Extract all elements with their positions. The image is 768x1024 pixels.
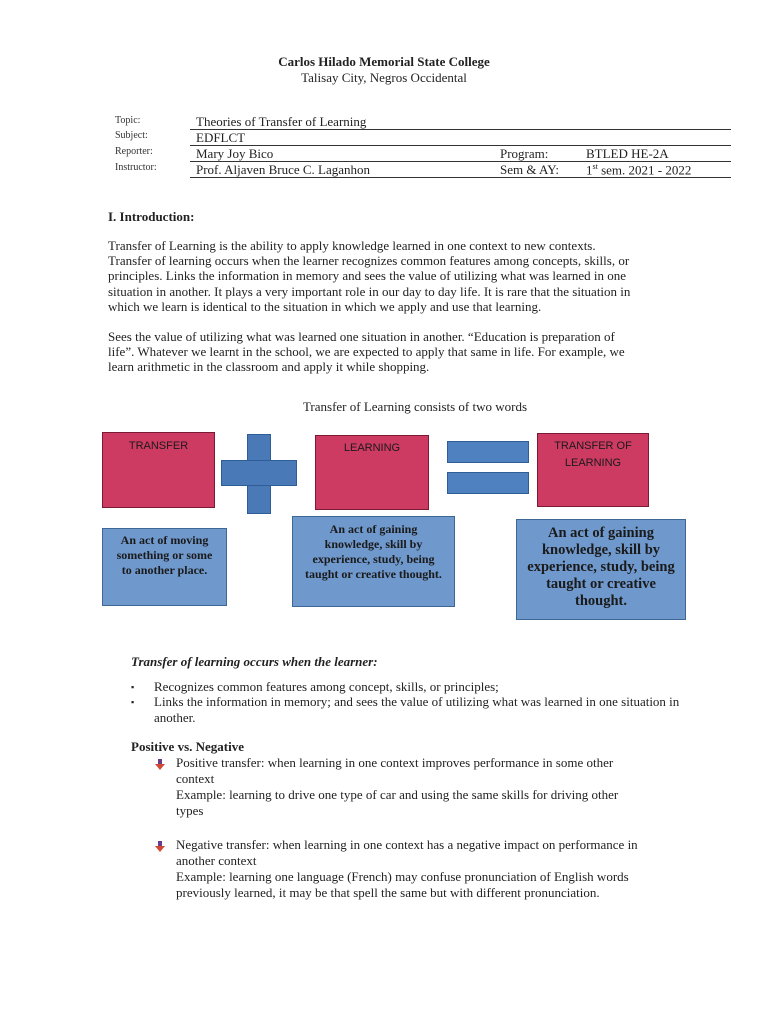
program-value: BTLED HE-2A [586, 146, 669, 161]
posneg-heading: Positive vs. Negative [131, 739, 245, 754]
intro-p1-line: Transfer of learning occurs when the learner recognizes common features among concepts, skills, or [108, 253, 630, 269]
transfer-description-box [102, 528, 227, 606]
intro-heading: I. Introduction: [108, 209, 195, 224]
transfer-box-label: TRANSFER [128, 440, 189, 452]
positive-transfer: Positive transfer: when learning in one context improves performance in some other context Example: learning to drive one type of car and using the same skills for driving other types [176, 755, 619, 818]
arrow-down-bullet-icon [155, 759, 165, 770]
instructor-label: Instructor: [115, 162, 157, 173]
intro-p2-line: life”. Whatever we learnt in the school, we are expected to apply that same in life. For example, we [108, 344, 625, 360]
transfer-of-learning-box [537, 433, 649, 507]
intro-p2-line: Sees the value of utilizing what was learned one situation in another. “Education is preparation of [108, 329, 615, 344]
reporter-value: Mary Joy Bico [196, 146, 274, 161]
learning-description-box [292, 516, 455, 607]
square-bullet-icon: ▪ [131, 697, 135, 707]
occurs-bullet-1: Recognizes common features among concept, skills, or principles; [154, 679, 499, 694]
topic-underline [190, 129, 731, 130]
topic-label: Topic: [115, 115, 141, 126]
transfer-of-learning-label: TRANSFER OF LEARNING [554, 440, 632, 469]
intro-p1-line: which we learn is identical to the situation in which we apply and use that learning. [108, 298, 542, 314]
learning-box-label: LEARNING [343, 442, 401, 454]
intro-paragraph-2 [108, 329, 722, 375]
instructor-underline [190, 177, 731, 178]
instructor-value: Prof. Aljaven Bruce C. Laganhon [196, 162, 371, 177]
intro-p1-line: situation in another. It plays a very important role in our day to day life. It is rare that the situation in [108, 283, 631, 299]
diagram-caption: Transfer of Learning consists of two words [302, 399, 528, 414]
negative-transfer: Negative transfer: when learning in one context has a negative impact on performance in another context Example: learning one language (French) may confuse pronunciation of English words previously learned, it may be that spell the same but with different pronunciation. [176, 837, 638, 900]
intro-p2-line: learn arithmetic in the classroom and apply it while shopping. [108, 359, 430, 375]
program-label: Program: [500, 146, 549, 161]
intro-p1-line: principles. Links the information in memory and sees the value of utilizing what was learned in one [108, 268, 627, 284]
sem-value: 1st sem. 2021 - 2022 [586, 162, 692, 178]
transfer-of-learning-description-box [516, 519, 686, 620]
transfer-box [102, 432, 215, 508]
intro-paragraph-1 [108, 238, 722, 314]
subject-label: Subject: [115, 130, 148, 141]
arrow-down-bullet-icon [155, 841, 165, 852]
sem-label: Sem & AY: [500, 162, 560, 177]
occurs-bullet-2: Links the information in memory; and sees the value of utilizing what was learned in one situation in another. [154, 694, 680, 725]
occurs-heading: Transfer of learning occurs when the learner: [131, 654, 378, 669]
reporter-label: Reporter: [115, 146, 153, 157]
transfer-of-learning-description: An act of gaining knowledge, skill by experience, study, being taught or creative thought. [527, 525, 675, 609]
topic-value: Theories of Transfer of Learning [196, 114, 367, 129]
transfer-description: An act of moving something or some to another place. [116, 533, 213, 577]
subject-value: EDFLCT [196, 130, 246, 145]
learning-description: An act of gaining knowledge, skill by experience, study, being taught or creative thought. [305, 522, 442, 581]
college-city: Talisay City, Negros Occidental [301, 70, 467, 85]
square-bullet-icon: ▪ [131, 682, 135, 692]
learning-box [315, 435, 429, 510]
intro-p1-line: Transfer of Learning is the ability to apply knowledge learned in one context to new contexts. [108, 238, 596, 253]
college-name: Carlos Hilado Memorial State College [278, 54, 490, 69]
